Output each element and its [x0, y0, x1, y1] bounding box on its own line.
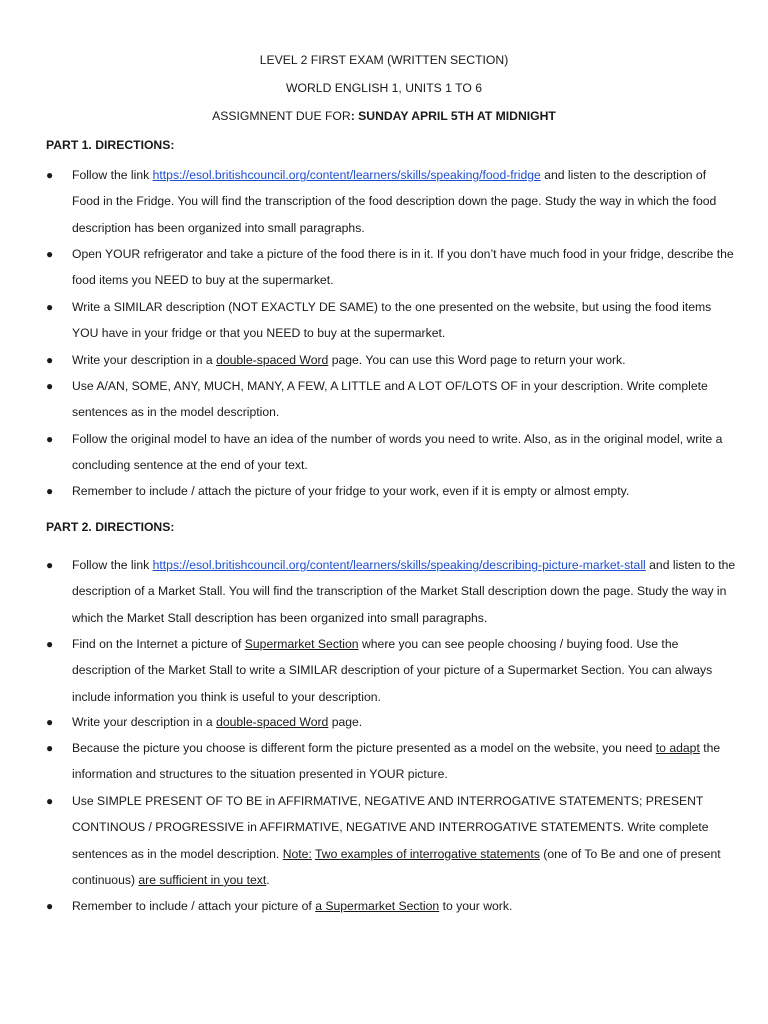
item-text: Follow the link [72, 558, 153, 572]
item-text: . [266, 872, 270, 887]
list-item [46, 426, 736, 479]
item-text: to your work. [439, 899, 513, 913]
bullet-icon: ● [46, 794, 54, 808]
item-text-underlined: Note: [282, 846, 312, 861]
due-date-label: ASSIGMNENT DUE FOR [212, 109, 351, 123]
list-item [46, 478, 736, 504]
part1-heading: PART 1. DIRECTIONS: [46, 138, 175, 152]
list-item [46, 373, 736, 426]
list-item [46, 347, 736, 373]
title-block [0, 46, 768, 130]
bullet-icon: ● [46, 379, 54, 393]
food-fridge-link[interactable]: https://esol.britishcouncil.org/content/learners/skills/speaking/food-fridge [152, 168, 541, 182]
item-text: Remember to include / attach your picture of [72, 899, 316, 913]
item-text: Follow the link [72, 168, 153, 182]
due-date-value: : SUNDAY APRIL 5TH AT MIDNIGHT [350, 109, 556, 123]
list-item [46, 735, 736, 788]
bullet-icon: ● [46, 300, 54, 314]
list-item [46, 893, 736, 919]
list-item [46, 294, 736, 347]
bullet-icon: ● [46, 715, 54, 729]
bullet-icon: ● [46, 353, 54, 367]
item-text-underlined: double-spaced Word [216, 715, 329, 729]
list-item [46, 631, 736, 710]
part2-heading: PART 2. DIRECTIONS: [46, 520, 175, 534]
item-text-underlined: a Supermarket Section [315, 899, 440, 913]
bullet-icon: ● [46, 247, 54, 261]
item-text: page. [328, 715, 363, 729]
due-date-line [0, 102, 768, 130]
item-text: Find on the Internet a picture of [72, 637, 245, 651]
item-text: Use SIMPLE PRESENT OF TO BE in AFFIRMATIVE, NEGATIVE AND INTERROGATIVE STATEMENTS; PRESENT CONTINOUS / PROGRESSIVE in AFFIRMATIVE, NEGATIVE AND INTERROGATIVE STATEMENTS. Write complete sentences as in the model description. [72, 794, 709, 861]
list-item [46, 552, 736, 631]
bullet-icon: ● [46, 741, 54, 755]
bullet-icon: ● [46, 637, 54, 651]
bullet-icon: ● [46, 432, 54, 446]
item-text: (one of To Be and one of present continuous) [72, 846, 721, 887]
bullet-icon: ● [46, 558, 54, 572]
item-text: Because the picture you choose is different form the picture presented as a model on the website, you need [72, 741, 656, 755]
item-text-underlined: to adapt [655, 741, 700, 755]
list-item [46, 162, 736, 241]
bullet-icon: ● [46, 168, 54, 182]
item-text: where you can see people choosing / buying food. Use the description of the Market Stall to write a SIMILAR description of your picture of a Supermarket Section. You can always include information you think is useful to your description. [72, 637, 713, 704]
item-text: Write your description in a [72, 353, 217, 367]
item-text: the information and structures to the situation presented in YOUR picture. [72, 741, 721, 782]
exam-title: LEVEL 2 FIRST EXAM (WRITTEN SECTION) [259, 53, 509, 67]
item-text: Remember to include / attach the picture of your fridge to your work, even if it is empty or almost empty. [72, 484, 630, 498]
course-title: WORLD ENGLISH 1, UNITS 1 TO 6 [286, 81, 482, 95]
item-text-underlined: are sufficient in you text [138, 872, 267, 887]
list-item [46, 788, 736, 893]
item-text: Open YOUR refrigerator and take a picture of the food there is in it. If you don’t have much food in your fridge, describe the food items you NEED to buy at the supermarket. [72, 247, 734, 288]
list-item [46, 709, 736, 735]
item-text: Use A/AN, SOME, ANY, MUCH, MANY, A FEW, A LITTLE and A LOT OF/LOTS OF in your description. Write complete sentences as in the model description. [72, 379, 708, 420]
market-stall-link[interactable]: https://esol.britishcouncil.org/content/learners/skills/speaking/describing-picture-market-stall [152, 558, 646, 572]
item-text: and listen to the description of Food in the Fridge. You will find the transcription of the food description down the page. Study the way in which the food description has been organized into small paragraphs. [72, 168, 717, 235]
item-text: Write your description in a [72, 715, 217, 729]
item-text: Follow the original model to have an idea of the number of words you need to write. Also, as in the original model, write a concluding sentence at the end of your text. [72, 432, 723, 473]
item-text: Write a SIMILAR description (NOT EXACTLY DE SAME) to the one presented on the website, but using the food items YOU have in your fridge or that you NEED to buy at the supermarket. [72, 300, 712, 341]
bullet-icon: ● [46, 484, 54, 498]
list-item [46, 241, 736, 294]
item-text-underlined: Supermarket Section [244, 637, 359, 651]
item-text: and listen to the description of a Market Stall. You will find the transcription of the Market Stall description down the page. Study the way in which the Market Stall description has been organized into small paragraphs. [72, 558, 736, 625]
item-text-underlined: Two examples of interrogative statements [315, 846, 540, 861]
bullet-icon: ● [46, 899, 54, 913]
item-text-underlined: double-spaced Word [216, 353, 329, 367]
item-text: page. You can use this Word page to return your work. [328, 353, 626, 367]
